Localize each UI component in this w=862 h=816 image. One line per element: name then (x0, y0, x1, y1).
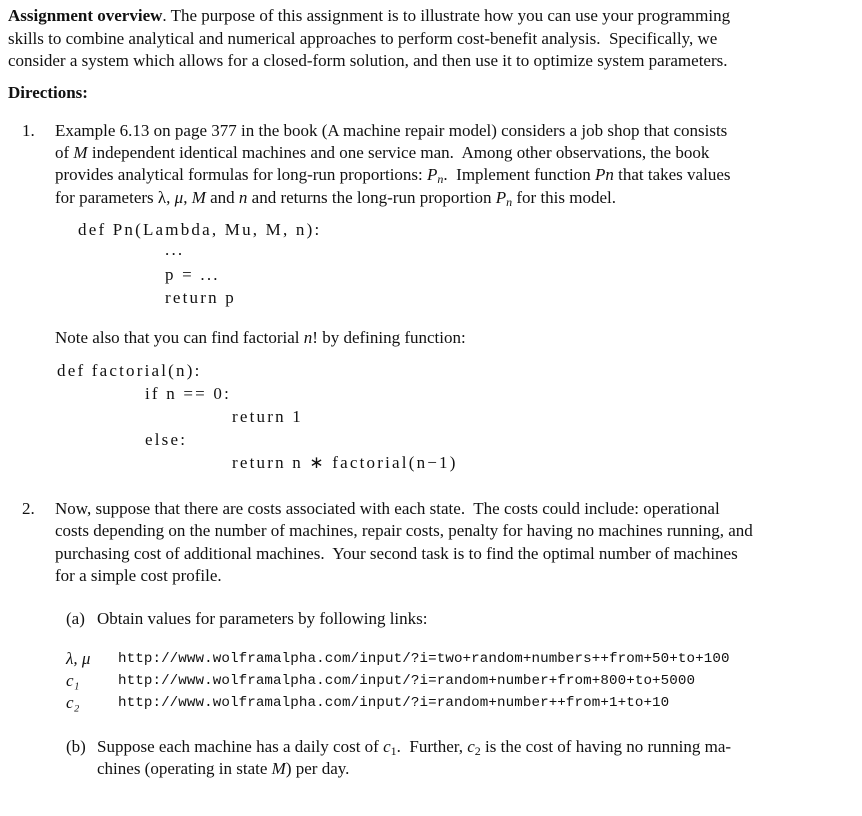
text-segment: Suppose each machine has a daily cost of (97, 737, 384, 756)
math-symbol: M (191, 188, 206, 207)
item1-line (55, 188, 616, 208)
math-symbol: c (467, 737, 475, 756)
subitem-b-label: (b) (66, 737, 86, 756)
text-segment: costs depending on the number of machines, repair costs, penalty for having no machines running, and (55, 521, 753, 540)
math-symbol: 1 (390, 744, 397, 758)
text-segment: Note also that you can find factorial (55, 328, 304, 347)
item-number: 1. (22, 121, 35, 140)
text-segment: that takes values (613, 165, 731, 184)
text-segment: ! by defining function: (312, 328, 466, 347)
math-symbol: Pn (594, 165, 614, 184)
math-symbol: n (238, 188, 248, 207)
math-symbol: n (506, 195, 513, 209)
code-line: return 1 (232, 407, 303, 426)
math-symbol: P (495, 188, 507, 207)
item2-line (55, 499, 720, 519)
math-symbol: n (437, 172, 444, 186)
item2-line (55, 521, 753, 541)
code-line: ... (165, 240, 185, 259)
overview-line (8, 51, 728, 71)
math-symbol: P (427, 165, 438, 184)
item-number: 2. (22, 499, 35, 518)
text-segment: and returns the long-run proportion (247, 188, 496, 207)
text-segment: purchasing cost of additional machines. Your second task is to find the optimal number of machines (55, 544, 738, 563)
overview-line (8, 29, 717, 49)
text-segment: Example 6.13 on page 377 in the book (A machine repair model) considers a job shop that consists (55, 121, 728, 140)
code-line: def Pn(Lambda, Mu, M, n): (78, 220, 322, 239)
param-symbol: c₁ (66, 671, 80, 690)
text-segment: . Further, (396, 737, 468, 756)
param-symbol: λ, μ (66, 649, 91, 668)
math-symbol: μ (174, 188, 184, 207)
text-segment: independent identical machines and one service man. Among other observations, the book (87, 143, 710, 162)
item1-line (55, 121, 727, 141)
code-line: else: (145, 430, 188, 449)
factorial-note (55, 328, 466, 348)
text-segment: for this model. (512, 188, 617, 207)
code-line: p = ... (165, 265, 220, 284)
math-symbol: M (73, 143, 88, 162)
text-segment: consider a system which allows for a closed-form solution, and then use it to optimize system parameters. (8, 51, 728, 70)
overview-line (8, 6, 730, 26)
subitem-a-label: (a) (66, 609, 85, 628)
text-segment: ) per day. (285, 759, 350, 778)
param-link[interactable]: http://www.wolframalpha.com/input/?i=random+number+from+800+to+5000 (118, 673, 696, 689)
code-line: def factorial(n): (57, 361, 202, 380)
text-segment: for a simple cost profile. (55, 566, 222, 585)
param-symbol: c₂ (66, 693, 80, 712)
item2-line (55, 544, 738, 564)
math-symbol: M (271, 759, 286, 778)
subitem-a-text: Obtain values for parameters by following links: (97, 609, 428, 628)
code-line: return p (165, 288, 236, 307)
text-segment: skills to combine analytical and numerical approaches to perform cost-benefit analysis. Specifically, we (8, 29, 718, 48)
item1-line (55, 143, 709, 163)
text-segment: and (205, 188, 239, 207)
subitem-b-line (97, 759, 349, 779)
text-segment: Now, suppose that there are costs associated with each state. The costs could include: operational (55, 499, 720, 518)
math-symbol: 2 (474, 744, 481, 758)
text-segment: , (183, 188, 192, 207)
directions-heading: Directions: (8, 83, 88, 102)
code-line: return n ∗ factorial(n−1) (232, 453, 458, 472)
code-line: if n == 0: (145, 384, 232, 403)
text-segment: Assignment overview (8, 6, 163, 25)
math-symbol: n (303, 328, 313, 347)
text-segment: for parameters λ, (55, 188, 175, 207)
math-symbol: c (383, 737, 391, 756)
text-segment: is the cost of having no running ma- (480, 737, 732, 756)
item2-line (55, 566, 222, 586)
text-segment: . The purpose of this assignment is to illustrate how you can use your programming (162, 6, 731, 25)
item1-line (55, 165, 730, 185)
param-link[interactable]: http://www.wolframalpha.com/input/?i=two+random+numbers++from+50+to+100 (118, 651, 730, 667)
text-segment: of (55, 143, 74, 162)
text-segment: . Implement function (443, 165, 595, 184)
param-link[interactable]: http://www.wolframalpha.com/input/?i=random+number++from+1+to+10 (118, 695, 670, 711)
text-segment: chines (operating in state (97, 759, 272, 778)
subitem-b-line (97, 737, 731, 757)
text-segment: provides analytical formulas for long-run proportions: (55, 165, 428, 184)
